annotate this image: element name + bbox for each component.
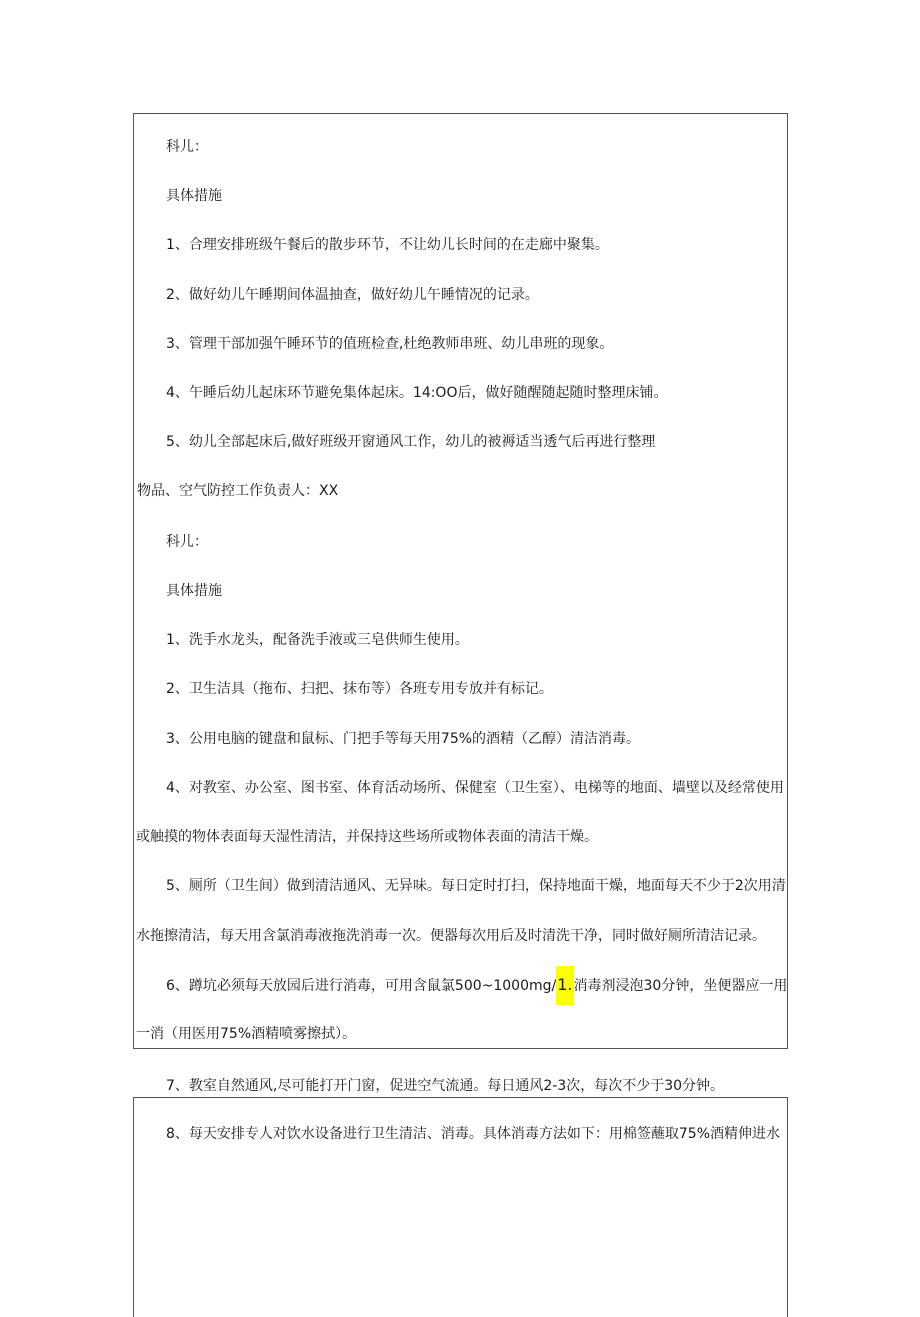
section2-subheading: 具体措施	[166, 583, 222, 599]
section3-item-7: 7、教室自然通风,尽可能打开门窗，促进空气流通。每日通风2-3次，每次不少于30分钟。	[166, 1078, 725, 1094]
section2-item-5-line-2: 水拖擦清洁，每天用含氯消毒液拖洗消毒一次。便器每次用后及时清洗干净，同时做好厕所清洁记录。	[136, 928, 766, 944]
section1-item-2: 2、做好幼儿午睡期间体温抽查，做好幼儿午睡情况的记录。	[166, 287, 539, 303]
section1-item-3: 3、管理干部加强午睡环节的值班检查,杜绝教师串班、幼儿串班的现象。	[166, 336, 614, 352]
item-6-text-after: 消毒剂浸泡30分钟，坐便器应一用	[573, 978, 788, 994]
section2-heading: 科儿：	[166, 534, 208, 550]
section2-item-3: 3、公用电脑的键盘和鼠标、门把手等每天用75%的酒精（乙醇）清洁消毒。	[166, 731, 641, 747]
section2-item-2: 2、卫生洁具（拖布、扫把、抹布等）各班专用专放并有标记。	[166, 681, 553, 697]
section2-item-6-line-2: 一消（用医用75%酒精喷雾擦拭）。	[136, 1026, 357, 1042]
section1-item-4: 4、午睡后幼儿起床环节避免集体起床。14:OO后，做好随醒随起随时整理床铺。	[166, 385, 668, 401]
highlighted-text	[556, 966, 573, 1005]
section3-item-8: 8、每天安排专人对饮水设备进行卫生清洁、消毒。具体消毒方法如下：用棉签蘸取75%酒精伸进水	[166, 1126, 781, 1142]
section1-item-1: 1、合理安排班级午餐后的散步环节，不让幼儿长时间的在走廊中聚集。	[166, 237, 609, 253]
section1-heading: 科儿：	[166, 139, 208, 155]
section2-item-5-line-1: 5、厕所（卫生间）做到清洁通风、无异味。每日定时打扫，保持地面干燥，地面每天不少于2次用清	[166, 878, 786, 894]
section2-item-4-line-2: 或触摸的物体表面每天湿性清洁，并保持这些场所或物体表面的清洁干燥。	[136, 829, 598, 845]
section1-subheading: 具体措施	[166, 188, 222, 204]
section2-item-4-line-1: 4、对教室、办公室、图书室、体育活动场所、保健室（卫生室）、电梯等的地面、墙壁以及经常使用	[166, 780, 784, 796]
highlight-value: 1.	[557, 975, 573, 994]
item-6-text-before: 6、蹲坑必须每天放园后进行消毒，可用含鼠氯500~1000mg/	[166, 978, 557, 994]
section1-responsible: 物品、空气防控工作负责人：XX	[137, 483, 339, 499]
section2-item-6-line-1	[166, 975, 787, 996]
section1-item-5: 5、幼儿全部起床后,做好班级开窗通风工作，幼儿的被褥适当透气后再进行整理	[166, 434, 656, 450]
section2-item-1: 1、洗手水龙头，配备洗手液或三皂供师生使用。	[166, 632, 469, 648]
